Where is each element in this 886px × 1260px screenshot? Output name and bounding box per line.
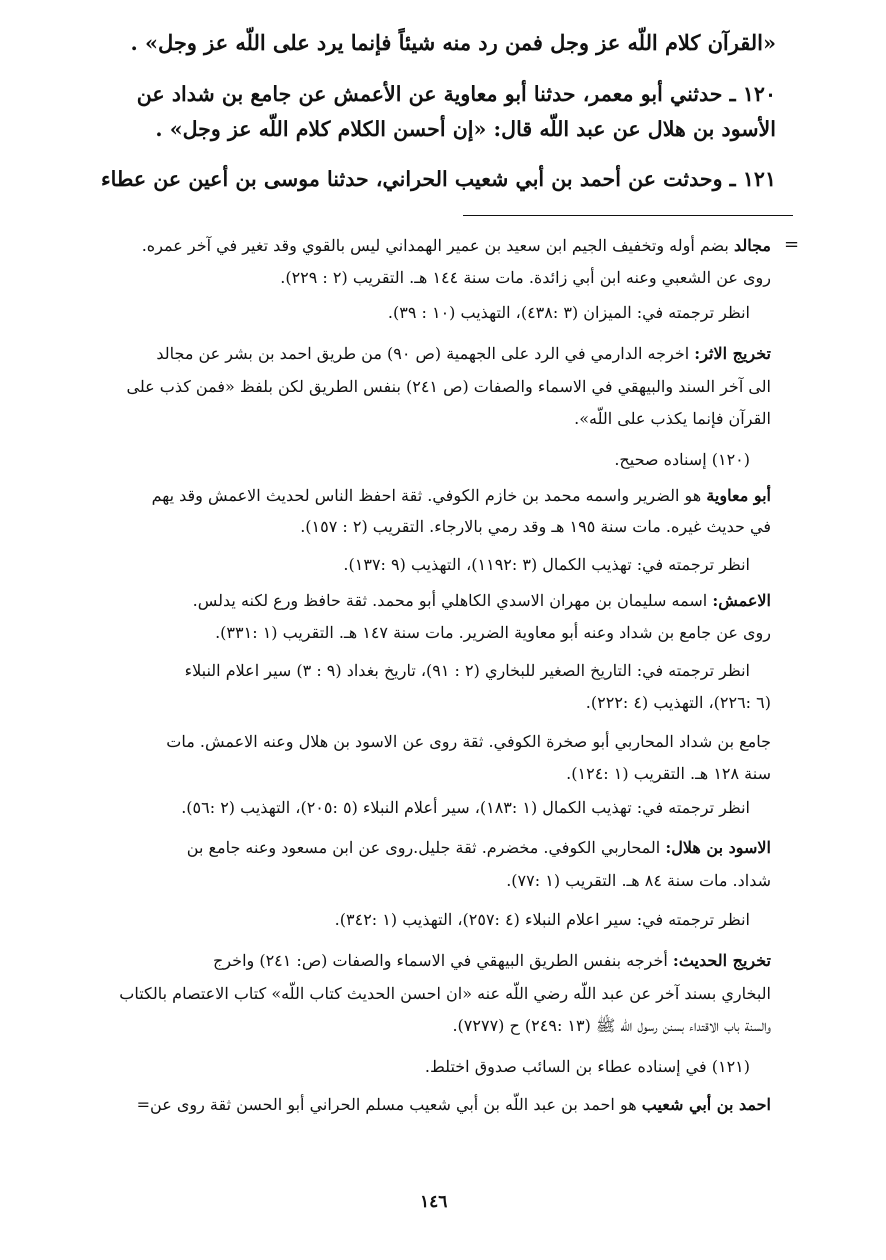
note-label: الاسود بن هلال: xyxy=(665,838,771,857)
note-aswad-line-3: انظر ترجمته في: سير اعلام النبلاء (٤ :٢٥٧)، التهذيب (١ :٣٤٢). xyxy=(334,910,750,929)
note-text: أخرجه بنفس الطريق البيهقي في الاسماء والصفات (ص: ٢٤١) واخرج xyxy=(213,951,668,970)
continuation-marker: = xyxy=(784,234,800,255)
main-text-line-4: ١٢١ ـ وحدثت عن أحمد بن أبي شعيب الحراني، حدثنا موسى بن أعين عن عطاء xyxy=(101,167,776,191)
footnote-separator xyxy=(463,215,793,216)
note-text: اسمه سليمان بن مهران الاسدي الكاهلي أبو محمد. ثقة حافظ ورع لكنه يدلس. xyxy=(192,591,708,610)
main-text-line-2: ١٢٠ ـ حدثني أبو معمر، حدثنا أبو معاوية عن الأعمش عن جامع بن شداد عن xyxy=(136,82,776,106)
note-amash-line-4: (٦ :٢٢٦)، التهذيب (٤ :٢٢٢). xyxy=(585,693,771,712)
note-text: اخرجه الدارمي في الرد على الجهمية (ص ٩٠) من طريق احمد بن بشر عن مجالد xyxy=(156,344,690,363)
note-takhrij-athar-line-1 xyxy=(156,344,771,363)
note-aswad-line-2: شداد. مات سنة ٨٤ هـ. التقريب (١ :٧٧). xyxy=(506,871,771,890)
note-jami-line-1: جامع بن شداد المحاربي أبو صخرة الكوفي. ثقة روى عن الاسود بن هلال وعنه الاعمش. مات xyxy=(166,732,771,751)
note-label: أبو معاوية xyxy=(706,486,771,505)
note-120: (١٢٠) إسناده صحيح. xyxy=(614,450,750,469)
note-mujalid-line-3: انظر ترجمته في: الميزان (٣ :٤٣٨)، التهذيب (١٠ : ٣٩). xyxy=(387,303,750,322)
main-text-line-1: «القرآن كلام اللّه عز وجل فمن رد منه شيئاً فإنما يرد على اللّه عز وجل» . xyxy=(130,30,776,55)
note-jami-line-2: سنة ١٢٨ هـ. التقريب (١ :١٢٤). xyxy=(566,764,771,783)
note-amash-line-3: انظر ترجمته في: التاريخ الصغير للبخاري (٢ : ٩١)، تاريخ بغداد (٩ : ٣) سير اعلام النبلاء xyxy=(184,661,750,680)
note-takhrij-hadith-line-1 xyxy=(213,951,771,970)
note-mujalid-line-2: روى عن الشعبي وعنه ابن أبي زائدة. مات سنة ١٤٤ هـ. التقريب (٢ : ٢٢٩). xyxy=(280,268,771,287)
note-text: بضم أوله وتخفيف الجيم ابن سعيد بن عمير الهمداني ليس بالقوي وقد تغير في آخر عمره. xyxy=(141,236,729,255)
note-takhrij-athar-line-3: القرآن فإنما يكذب على اللّه». xyxy=(574,409,771,428)
note-label: تخريج الاثر: xyxy=(694,344,771,363)
note-abu-muawiya-line-1 xyxy=(152,486,771,505)
note-label: احمد بن أبي شعيب xyxy=(641,1095,771,1114)
note-label: تخريج الحديث: xyxy=(672,951,771,970)
note-jami-line-3: انظر ترجمته في: تهذيب الكمال (١ :١٨٣)، سير أعلام النبلاء (٥ :٢٠٥)، التهذيب (٢ :٥٦). xyxy=(181,798,750,817)
note-text: المحاربي الكوفي. مخضرم. ثقة جليل.روى عن ابن مسعود وعنه جامع بن xyxy=(186,838,661,857)
note-takhrij-athar-line-2: الى آخر السند والبيهقي في الاسماء والصفات (ص ٢٤١) بنفس الطريق لكن بلفظ «فمن كذب على xyxy=(126,377,771,396)
note-aswad-line-1 xyxy=(187,838,771,857)
note-abu-muawiya-line-2: في حديث غيره. مات سنة ١٩٥ هـ وقد رمي بالارجاء. التقريب (٢ : ١٥٧). xyxy=(300,517,771,536)
note-label: مجالد xyxy=(733,236,771,255)
page-number: ١٤٦ xyxy=(420,1192,448,1212)
note-abu-muawiya-line-3: انظر ترجمته في: تهذيب الكمال (٣ :١١٩٢)، التهذيب (٩ :١٣٧). xyxy=(343,555,750,574)
note-ahmad-line-1 xyxy=(137,1095,771,1114)
note-takhrij-hadith-line-3: والسنة باب الاقتداء بسنن رسول اللّه ﷺ (١٣ :٢٤٩) ح (٧٢٧٧). xyxy=(452,1016,771,1035)
note-amash-line-2: روى عن جامع بن شداد وعنه أبو معاوية الضرير. مات سنة ١٤٧ هـ. التقريب (١ :٣٣١). xyxy=(215,623,771,642)
note-text: هو الضرير واسمه محمد بن خازم الكوفي. ثقة احفظ الناس لحديث الاعمش وقد يهم xyxy=(151,486,702,505)
main-text-line-3: الأسود بن هلال عن عبد اللّه قال: «إن أحسن الكلام كلام اللّه عز وجل» . xyxy=(155,117,776,141)
note-text: هو احمد بن عبد اللّه بن أبي شعيب مسلم الحراني أبو الحسن ثقة روى عن= xyxy=(136,1095,637,1114)
note-mujalid-line-1 xyxy=(142,236,771,255)
note-takhrij-hadith-line-2: البخاري بسند آخر عن عبد اللّه رضي اللّه عنه «ان احسن الحديث كتاب اللّه» كتاب الاعتصام بالكتاب xyxy=(119,984,771,1003)
note-121: (١٢١) في إسناده عطاء بن السائب صدوق اختلط. xyxy=(424,1057,750,1076)
note-amash-line-1 xyxy=(193,591,771,610)
note-label: الاعمش: xyxy=(712,591,771,610)
